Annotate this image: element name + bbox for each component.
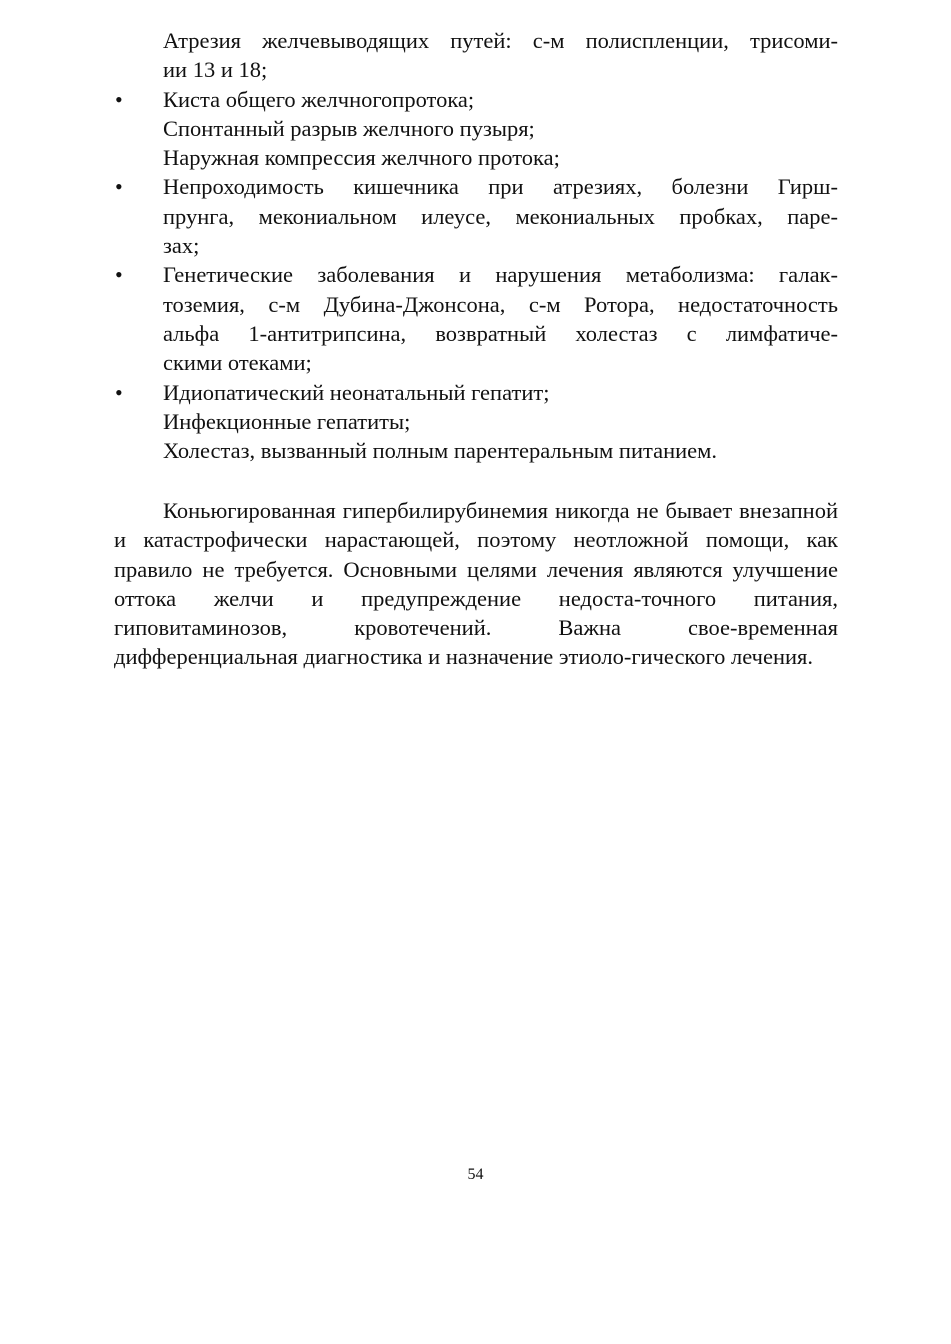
list-item-line: тоземия, с-м Дубина-Джонсона, с-м Ротора, недостаточность	[163, 291, 838, 317]
bullet: •	[115, 262, 123, 288]
list-item-line: скими отеками;	[163, 350, 312, 376]
bullet: •	[115, 379, 123, 405]
list-item	[114, 26, 838, 85]
bullet: •	[115, 174, 123, 200]
list-item	[114, 85, 838, 173]
list-item-line: Идиопатический неонатальный гепатит;	[163, 379, 550, 405]
list-item	[114, 378, 838, 466]
bullet: •	[115, 86, 123, 112]
list-item-line: ии 13 и 18;	[163, 57, 268, 83]
body-paragraph: Коньюгированная гипербилирубинемия никогда не бывает внезапной и катастрофически нарастающей, поэтому неотложной помощи, как правило не требуется. Основными целями лечения являются улучшение оттока желчи и предупреждение недоста-точного питания, гиповитаминозов, кровотечений. Важна свое-временная дифференциальная диагностика и назначение этиоло-гического лечения.	[114, 498, 838, 670]
list-item-line: Наружная компрессия желчного протока;	[163, 145, 560, 171]
list-item-line: Инфекционные гепатиты;	[163, 408, 411, 434]
list-item-line: прунга, мекониальном илеусе, мекониальных пробках, паре-	[163, 203, 838, 229]
causes-list	[114, 26, 838, 465]
list-item-line: Генетические заболевания и нарушения метаболизма: галак-	[163, 262, 838, 288]
page-number: 54	[467, 1166, 484, 1183]
list-item-line: альфа 1-антитрипсина, возвратный холестаз с лимфатиче-	[163, 320, 838, 346]
list-item	[114, 172, 838, 260]
list-item-line: Киста общего желчногопротока;	[163, 86, 475, 112]
list-item	[114, 260, 838, 377]
list-item-line: Непроходимость кишечника при атрезиях, болезни Гирш-	[163, 174, 838, 200]
list-item-line: Спонтанный разрыв желчного пузыря;	[163, 115, 535, 141]
list-item-line: Атрезия желчевыводящих путей: с-м полиспленции, трисоми-	[163, 28, 838, 53]
list-item-line: Холестаз, вызванный полным парентеральным питанием.	[163, 438, 718, 464]
list-item-line: зах;	[163, 233, 200, 259]
